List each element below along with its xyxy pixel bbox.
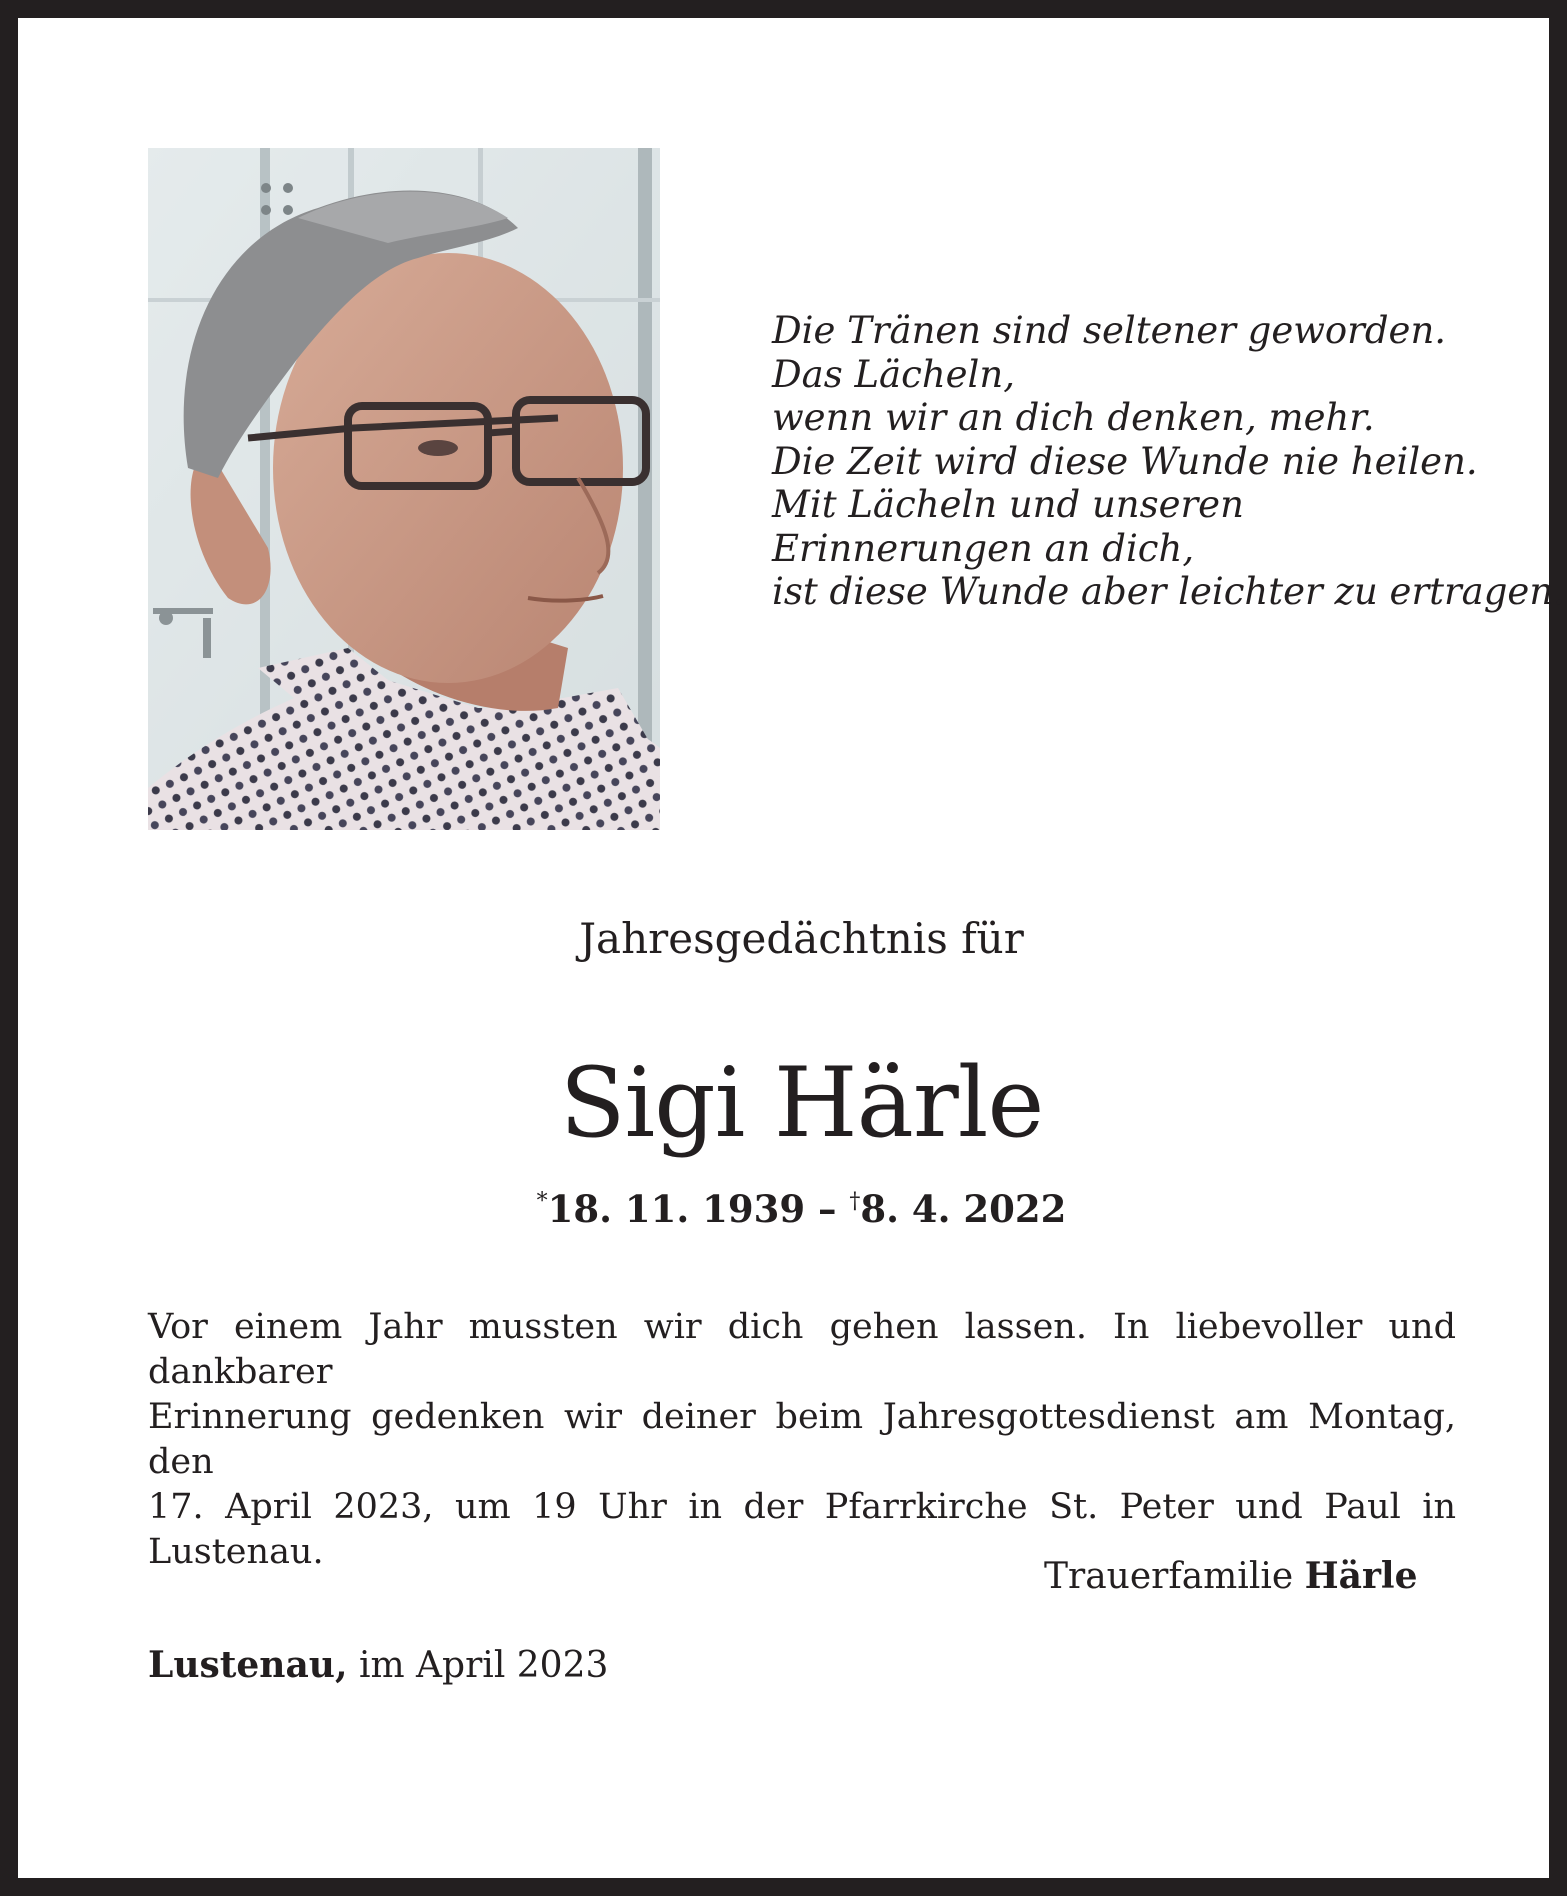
announcement-line: Erinnerung gedenken wir deiner beim Jahresgottesdienst am Montag, den xyxy=(148,1397,1456,1482)
poem-line: Die Tränen sind seltener geworden. xyxy=(772,309,1447,352)
date: im April 2023 xyxy=(358,1645,609,1686)
poem-line: Erinnerungen an dich, xyxy=(772,526,1195,570)
poem-line: wenn wir an dich denken, mehr. xyxy=(772,396,1375,439)
signature-prefix: Trauerfamilie xyxy=(1044,1556,1294,1597)
poem-verse xyxy=(772,309,1565,614)
memorial-intro: Jahresgedächtnis für xyxy=(579,914,1024,963)
family-name: Härle xyxy=(1304,1555,1418,1597)
poem-line: Mit Lächeln und unseren xyxy=(772,483,1244,526)
family-signature xyxy=(1044,1554,1418,1599)
announcement-line: 17. April 2023, um 19 Uhr in der Pfarrkirche St. Peter und Paul in Lustenau. xyxy=(148,1487,1456,1572)
death-symbol: † xyxy=(849,1189,861,1214)
place-and-date xyxy=(148,1643,608,1688)
poem-line: Die Zeit wird diese Wunde nie heilen. xyxy=(772,439,1478,483)
portrait-photo xyxy=(148,148,660,830)
deceased-name: Sigi Härle xyxy=(559,1047,1044,1159)
poem-line: Das Lächeln, xyxy=(772,352,1015,396)
birth-symbol: * xyxy=(536,1189,548,1214)
place: Lustenau, xyxy=(148,1644,348,1686)
date-separator: – xyxy=(805,1187,850,1231)
birth-date: 18. 11. 1939 xyxy=(547,1187,806,1231)
poem-line: ist diese Wunde aber leichter zu ertragen. xyxy=(772,570,1565,613)
life-dates xyxy=(18,1180,1567,1231)
death-date: 8. 4. 2022 xyxy=(860,1187,1067,1231)
announcement-line: Vor einem Jahr mussten wir dich gehen lassen. In liebevoller und dankbarer xyxy=(148,1307,1456,1392)
memorial-announcement xyxy=(148,1305,1456,1575)
portrait-image xyxy=(148,148,660,830)
